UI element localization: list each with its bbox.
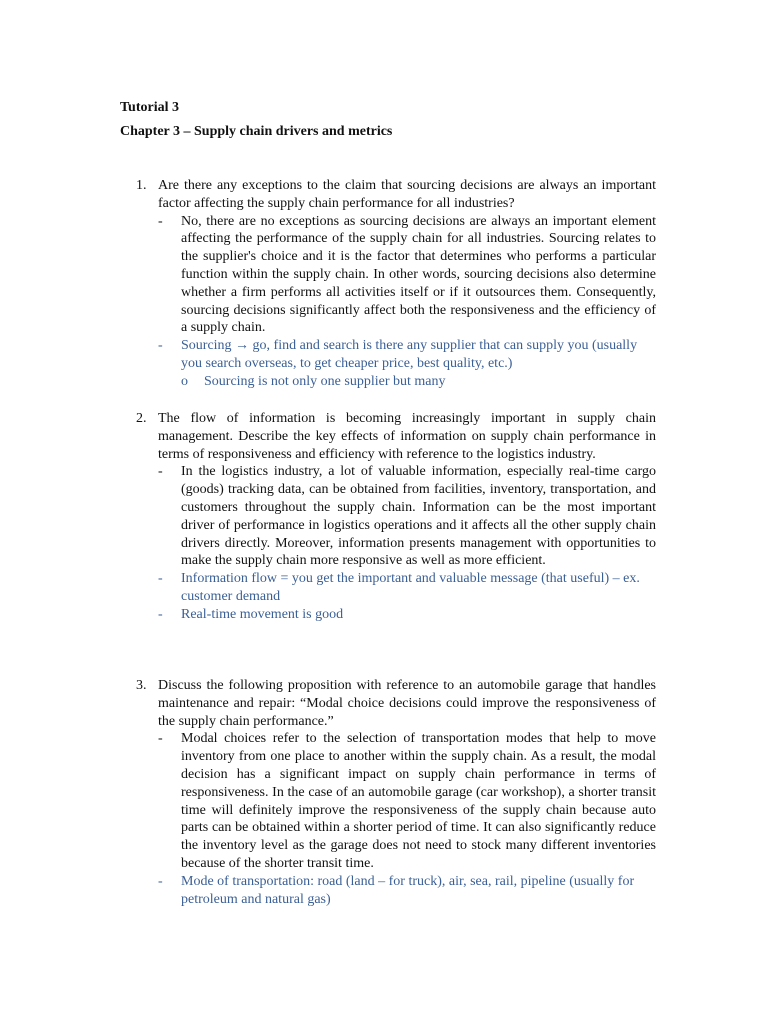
dash-bullet: -: [158, 338, 163, 354]
answer-text: In the logistics industry, a lot of valuable information, especially real-time cargo (goods) tracking data, can be obtained from facilities, inventory, transportation, and customers throughout the supply chain. Information can be the most important driver of performance in logistics operations and it affects all the other supply chain drivers directly. Moreover, information presents management with opportunities to make the supply chain more responsive as well as more efficient.: [181, 464, 656, 569]
answer-item: [158, 730, 656, 872]
dash-bullet: -: [158, 606, 163, 622]
dash-bullet: -: [158, 873, 163, 889]
answer-text: No, there are no exceptions as sourcing decisions are always an important element affecting the performance of the supply chain for all industries. Sourcing relates to the supplier's choice and it is the factor that determines who performs a particular function within the supply chain. In other words, sourcing decisions also determine whether a firm performs all activities itself or if it outsources them. Consequently, sourcing decisions significantly affect both the responsiveness and the efficiency of a supply chain.: [181, 213, 656, 336]
dash-bullet: -: [158, 571, 163, 587]
chapter-title: Chapter 3 – Supply chain drivers and metrics: [120, 124, 393, 139]
note-text: Sourcing → go, find and search is there any supplier that can supply you (usually you search overseas, to get cheaper price, best quality, etc.): [181, 338, 638, 371]
answer-list: [136, 463, 656, 623]
answer-list: [136, 213, 656, 373]
note-item: [158, 570, 656, 606]
question-3: [136, 677, 656, 908]
note-text: Real-time movement is good: [181, 606, 344, 622]
question-number: 1.: [136, 178, 147, 193]
question-text: Are there any exceptions to the claim that sourcing decisions are always an important factor affecting the supply chain performance for all industries?: [158, 178, 656, 211]
tutorial-title: Tutorial 3: [120, 100, 179, 115]
question-1: [136, 177, 656, 391]
question-text: Discuss the following proposition with reference to an automobile garage that handles maintenance and repair: “Modal choice decisions could improve the responsiveness of the supply chain performance.”: [158, 678, 656, 729]
answer-item: [158, 463, 656, 570]
question-number: 2.: [136, 411, 147, 426]
note-text: Information flow = you get the important and valuable message (that useful) – ex. customer demand: [181, 571, 640, 604]
subnote-item: [136, 373, 656, 391]
answer-item: [158, 213, 656, 338]
question-2: [136, 410, 656, 624]
dash-bullet: -: [158, 731, 163, 747]
question-text: The flow of information is becoming increasingly important in supply chain management. Describe the key effects of information on supply chain performance in terms of responsiveness and efficiency with reference to the logistics industry.: [158, 411, 656, 462]
note-item: [158, 337, 656, 373]
dash-bullet: -: [158, 464, 163, 480]
answer-text: Modal choices refer to the selection of transportation modes that help to move inventory from one place to another within the supply chain. As a result, the modal decision has a significant impact on supply chain performance in terms of responsiveness. In the case of an automobile garage (car workshop), a shorter transit time will definitely improve the responsiveness of the supply chain because auto parts can be obtained within a shorter period of time. It can also significantly reduce the inventory level as the garage does not need to stock many different inventories because of the shorter transit time.: [181, 731, 656, 871]
note-text: Mode of transportation: road (land – for truck), air, sea, rail, pipeline (usually for petroleum and natural gas): [181, 873, 635, 907]
circle-bullet: o: [181, 373, 188, 389]
answer-list: [136, 730, 656, 908]
question-number: 3.: [136, 678, 147, 693]
note-item: [158, 873, 656, 909]
note-item: [158, 606, 656, 624]
dash-bullet: -: [158, 213, 163, 229]
subnote-text: Sourcing is not only one supplier but many: [204, 373, 446, 389]
